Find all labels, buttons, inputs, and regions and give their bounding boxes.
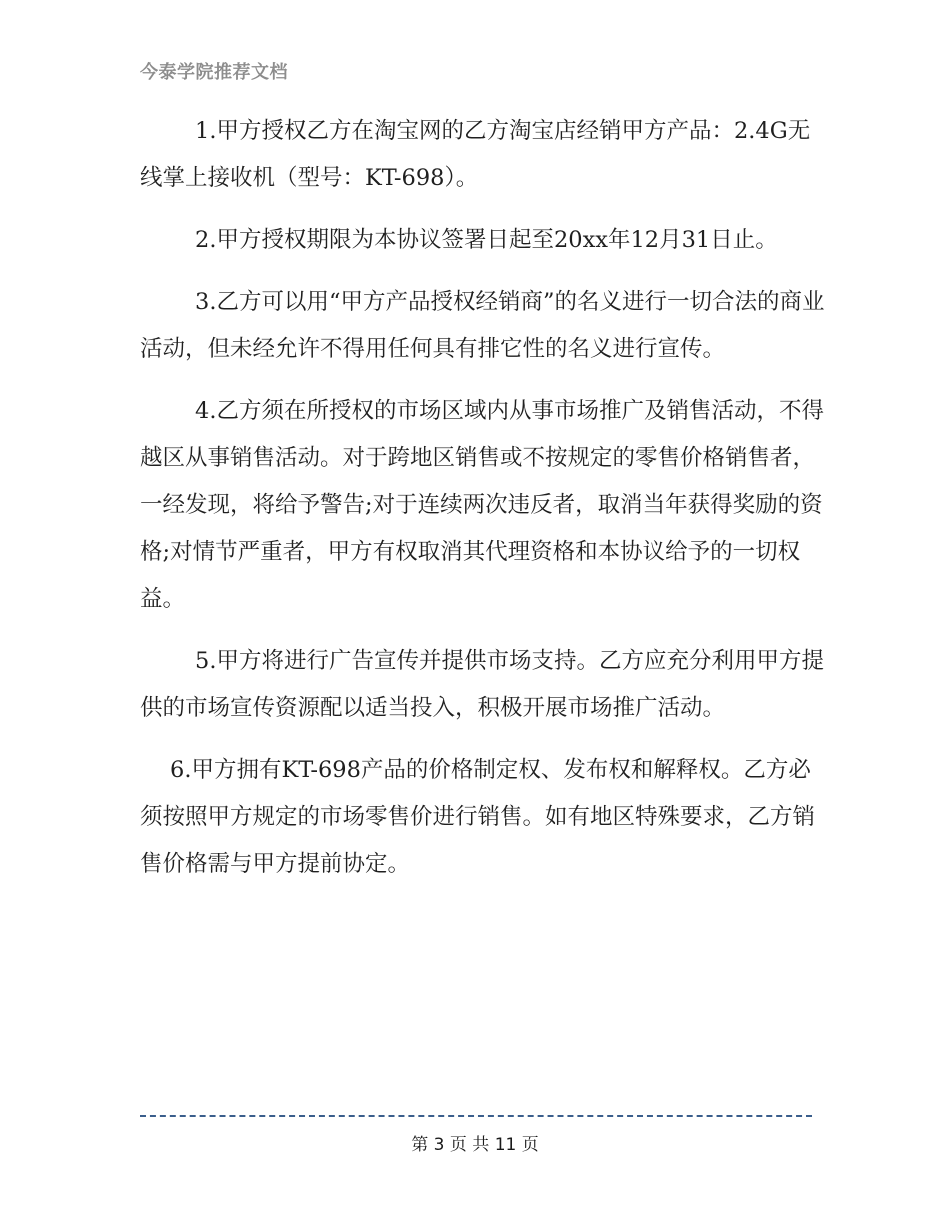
- footer-divider: [140, 1115, 812, 1117]
- page-number: 第 3 页 共 11 页: [411, 1135, 539, 1155]
- clause-5: 5.甲方将进行广告宣传并提供市场支持。乙方应充分利用甲方提供的市场宣传资源配以适当投入，积极开展市场推广活动。: [140, 648, 824, 721]
- clause-4: 4.乙方须在所授权的市场区域内从事市场推广及销售活动，不得越区从事销售活动。对于跨地区销售或不按规定的零售价格销售者，一经发现，将给予警告;对于连续两次违反者，取消当年获得奖励的资格;对情节严重者，甲方有权取消其代理资格和本协议给予的一切权益。: [140, 398, 824, 612]
- document-body: [140, 108, 830, 903]
- clause-2: 2.甲方授权期限为本协议签署日起至20xx年12月31日止。: [195, 227, 778, 253]
- clause-1: 1.甲方授权乙方在淘宝网的乙方淘宝店经销甲方产品：2.4G无线掌上接收机（型号：KT-698）。: [140, 118, 811, 191]
- clause-3: 3.乙方可以用“甲方产品授权经销商”的名义进行一切合法的商业活动，但未经允许不得用任何具有排它性的名义进行宣传。: [140, 289, 825, 362]
- document-header: 今泰学院推荐文档: [140, 62, 288, 83]
- clause-6: 6.甲方拥有KT-698产品的价格制定权、发布权和解释权。乙方必须按照甲方规定的市场零售价进行销售。如有地区特殊要求，乙方销售价格需与甲方提前协定。: [140, 757, 816, 877]
